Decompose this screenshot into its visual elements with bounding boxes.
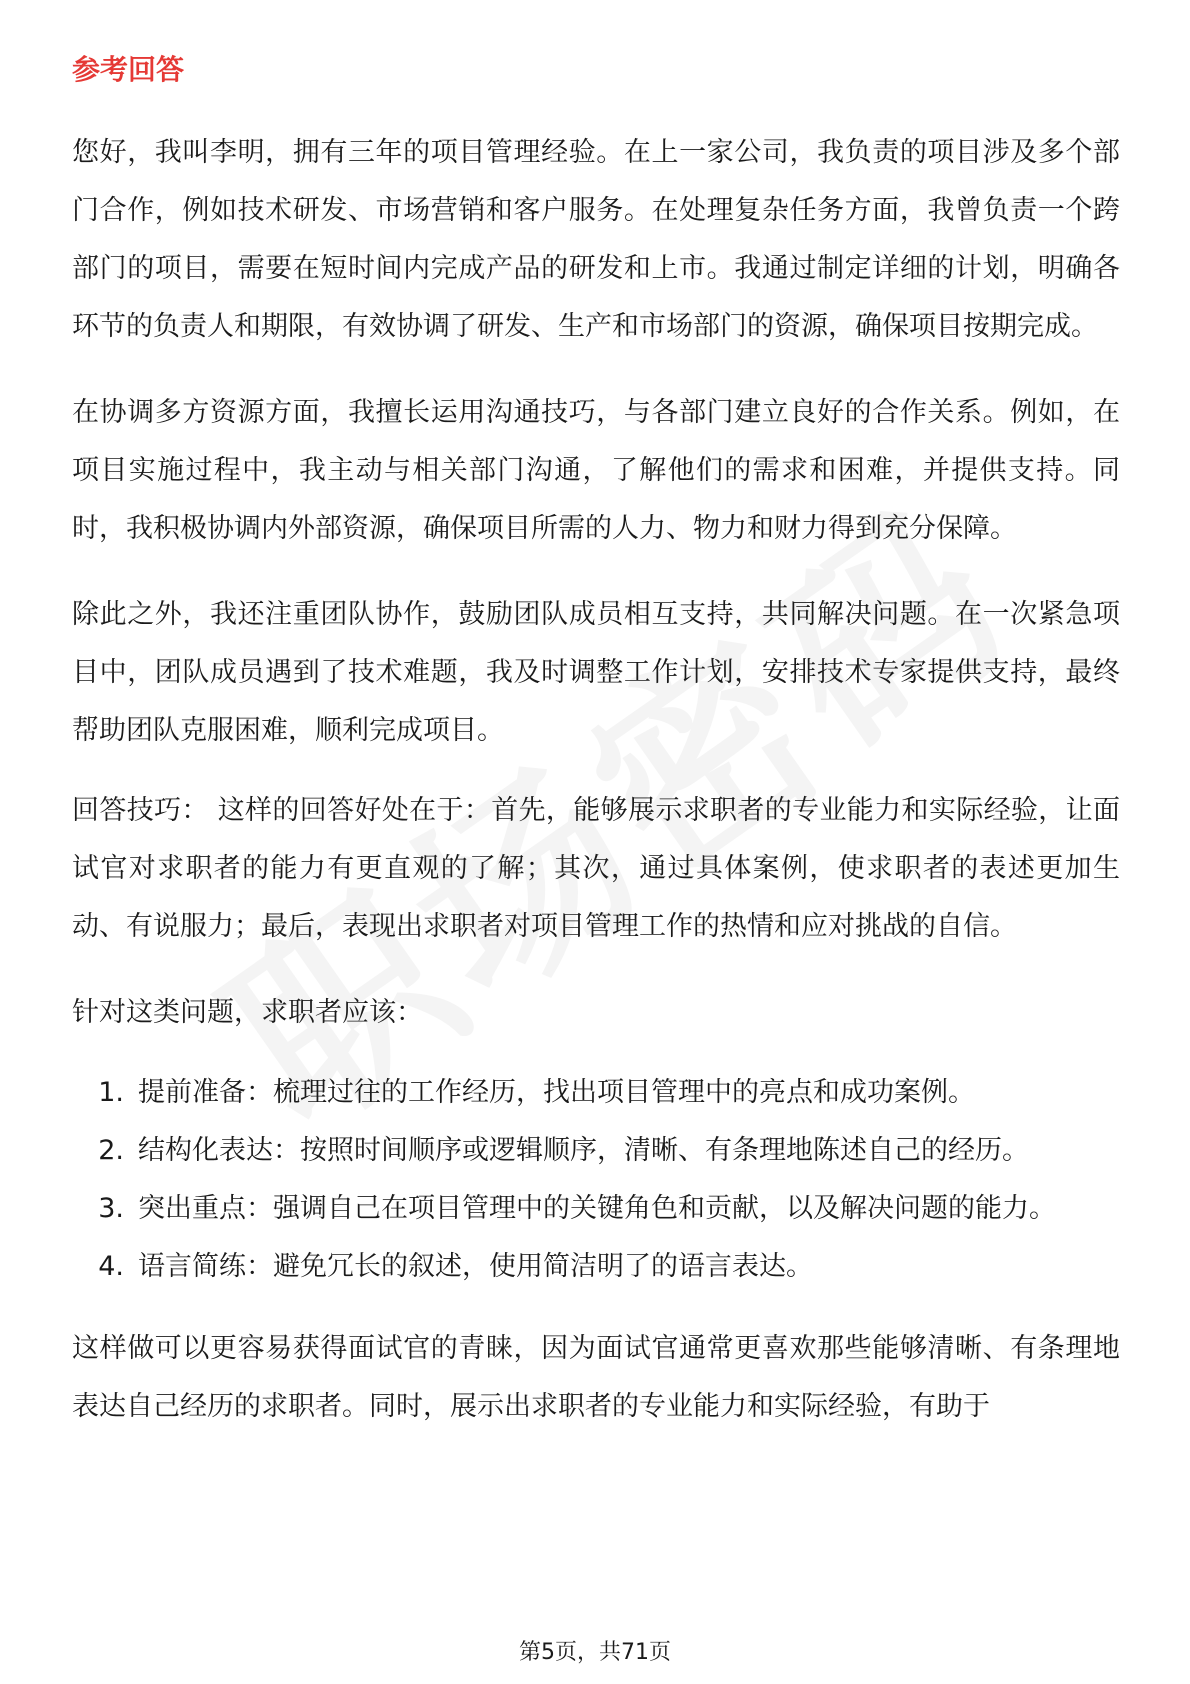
- list-number: 1.: [98, 1077, 124, 1108]
- section-title: 参考回答: [72, 53, 185, 86]
- list-item: [72, 1238, 1120, 1296]
- page-footer: 第5页，共71页: [519, 1640, 671, 1665]
- tips-paragraph: 回答技巧： 这样的回答好处在于：首先，能够展示求职者的专业能力和实际经验，让面试官对求职者的能力有更直观的了解；其次，通过具体案例，使求职者的表述更加生动、有说服力；最后，表现出求职者对项目管理工作的热情和应对挑战的自信。: [72, 795, 1120, 942]
- list-item: [72, 1180, 1120, 1238]
- list-text: 结构化表达：按照时间顺序或逻辑顺序，清晰、有条理地陈述自己的经历。: [138, 1135, 1029, 1166]
- answer-paragraph-3: 除此之外，我还注重团队协作，鼓励团队成员相互支持，共同解决问题。在一次紧急项目中，团队成员遇到了技术难题，我及时调整工作计划，安排技术专家提供支持，最终帮助团队克服困难，顺利完成项目。: [72, 599, 1120, 746]
- page-content: [72, 50, 1120, 1464]
- list-text: 提前准备：梳理过往的工作经历，找出项目管理中的亮点和成功案例。: [138, 1077, 975, 1108]
- list-number: 4.: [98, 1251, 124, 1282]
- list-item: [72, 1064, 1120, 1122]
- closing-paragraph: 这样做可以更容易获得面试官的青睐，因为面试官通常更喜欢那些能够清晰、有条理地表达自己经历的求职者。同时，展示出求职者的专业能力和实际经验，有助于: [72, 1333, 1120, 1422]
- advice-list: [72, 1064, 1120, 1296]
- advice-intro: 针对这类问题，求职者应该：: [72, 997, 423, 1028]
- list-number: 3.: [98, 1193, 124, 1224]
- list-number: 2.: [98, 1135, 124, 1166]
- list-item: [72, 1122, 1120, 1180]
- answer-paragraph-2: 在协调多方资源方面，我擅长运用沟通技巧，与各部门建立良好的合作关系。例如，在项目实施过程中，我主动与相关部门沟通，了解他们的需求和困难，并提供支持。同时，我积极协调内外部资源，确保项目所需的人力、物力和财力得到充分保障。: [72, 397, 1120, 544]
- list-text: 突出重点：强调自己在项目管理中的关键角色和贡献，以及解决问题的能力。: [138, 1193, 1056, 1224]
- answer-paragraph-1: 您好，我叫李明，拥有三年的项目管理经验。在上一家公司，我负责的项目涉及多个部门合作，例如技术研发、市场营销和客户服务。在处理复杂任务方面，我曾负责一个跨部门的项目，需要在短时间内完成产品的研发和上市。我通过制定详细的计划，明确各环节的负责人和期限，有效协调了研发、生产和市场部门的资源，确保项目按期完成。: [72, 137, 1120, 342]
- list-text: 语言简练：避免冗长的叙述，使用简洁明了的语言表达。: [138, 1251, 813, 1282]
